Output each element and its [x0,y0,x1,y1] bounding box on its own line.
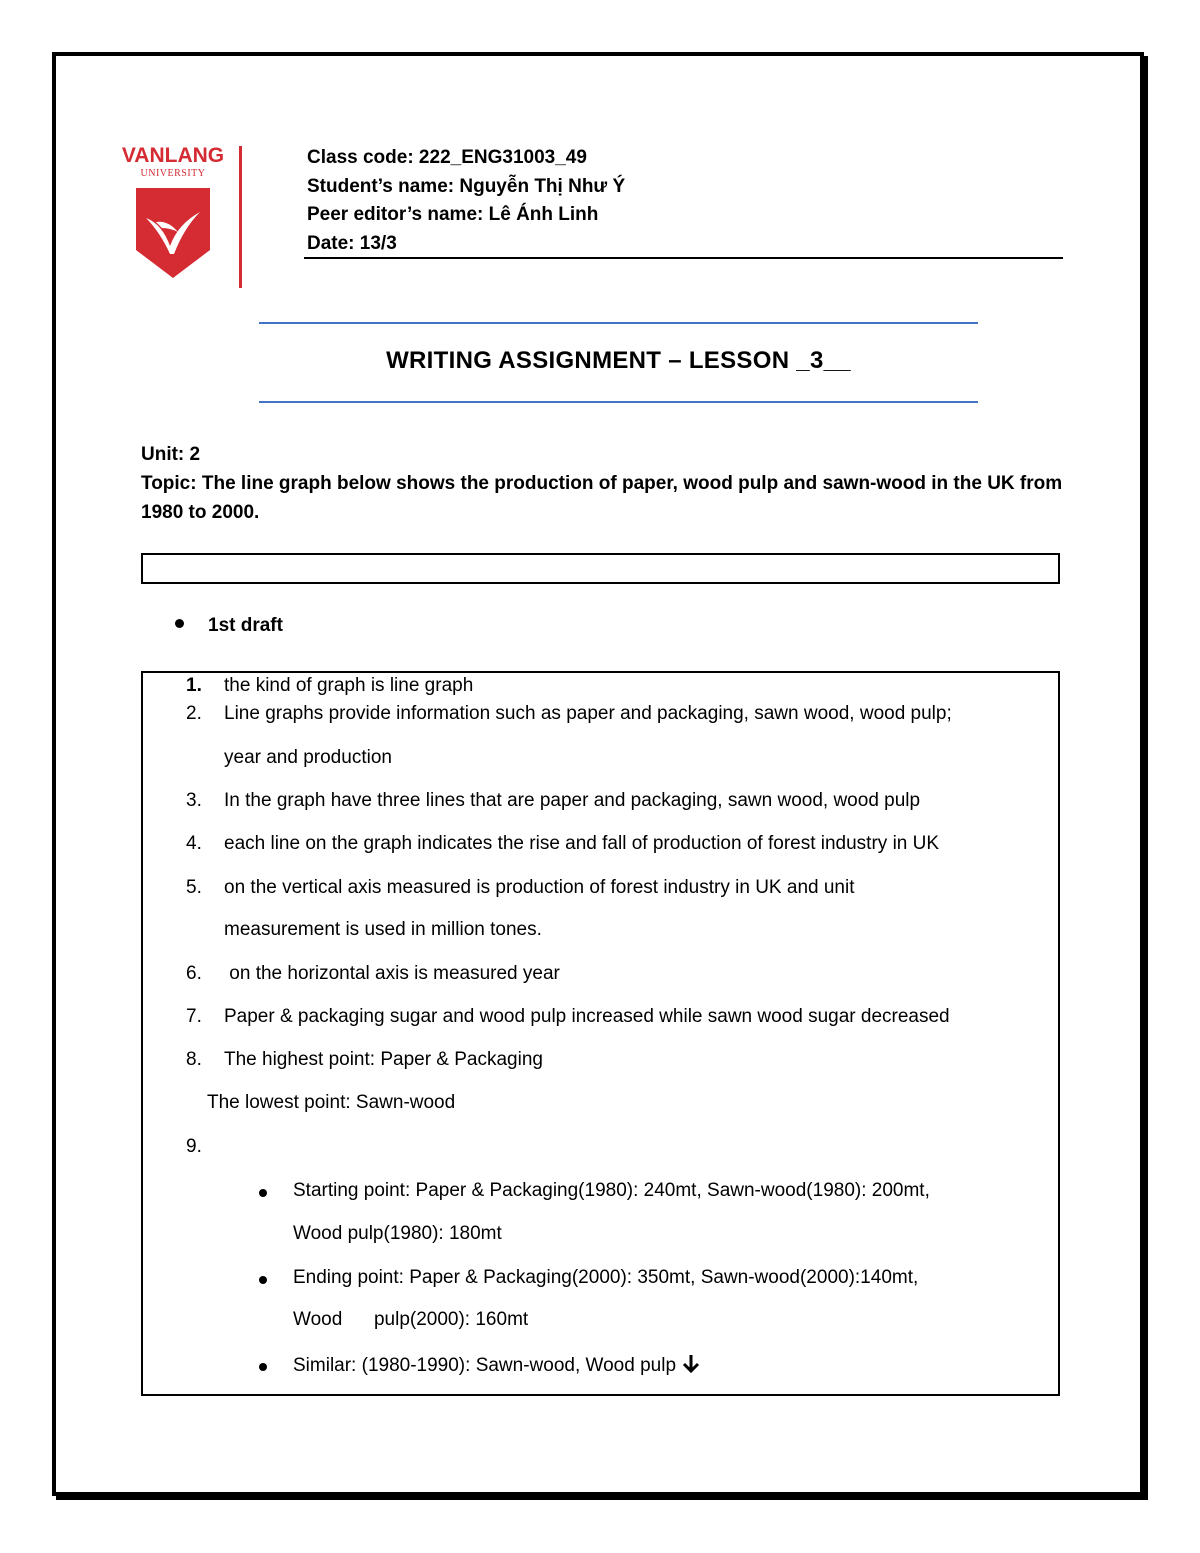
title-rule-bottom [259,401,978,403]
bullet-icon [259,1189,267,1197]
item-text: year and production [224,747,392,768]
draft-heading [175,615,283,637]
title-rule-top [259,322,978,324]
assignment-title: WRITING ASSIGNMENT – LESSON _3__ [386,347,851,374]
topic-text: Topic: The line graph below shows the production of paper, wood pulp and sawn-wood in the UK from 1980 to 2000. [141,473,1063,523]
unit-label: Unit: 2 [141,444,201,465]
item-text: measurement is used in million tones. [224,919,542,940]
date: Date: 13/3 [307,232,397,254]
item-text: Paper & packaging sugar and wood pulp increased while sawn wood sugar decreased [224,1006,950,1027]
item-number: 1. [186,675,202,696]
bullet-text: Wood pulp(2000): 160mt [293,1309,529,1330]
item-number: 2. [186,703,202,724]
logo-divider [239,146,242,288]
item-text: The highest point: Paper & Packaging [224,1049,543,1070]
logo-subtitle: UNIVERSITY [140,168,206,179]
item-text: on the horizontal axis is measured year [224,963,560,984]
item-number: 9. [186,1136,202,1157]
header-info [307,144,625,258]
item-text: each line on the graph indicates the rise and fall of production of forest industry in UK [224,833,940,854]
university-logo [112,144,237,284]
bullet-text: Ending point: Paper & Packaging(2000): 350mt, Sawn-wood(2000):140mt, [293,1267,919,1288]
bullet-icon [175,619,184,628]
header-divider [304,257,1063,259]
bullet-text: Starting point: Paper & Packaging(1980): 240mt, Sawn-wood(1980): 200mt, [293,1180,930,1201]
peer-editor-name: Peer editor’s name: Lê Ánh Linh [307,204,599,225]
item-text: The lowest point: Sawn-wood [207,1092,456,1113]
item-text: Line graphs provide information such as paper and packaging, sawn wood, wood pulp; [224,703,952,724]
item-number: 7. [186,1006,202,1027]
bullet-text: Similar: (1980-1990): Sawn-wood, Wood pulp [293,1355,677,1376]
class-code: Class code: 222_ENG31003_49 [307,147,587,168]
bullet-text-row [293,1354,700,1377]
item-number: 6. [186,963,202,984]
bullet-icon [259,1363,267,1371]
draft-label: 1st draft [208,615,283,636]
item-text: the kind of graph is line graph [224,675,474,696]
arrow-down-icon [682,1354,700,1374]
shield-emblem-icon [134,184,212,280]
item-number: 3. [186,790,202,811]
item-number: 5. [186,877,202,898]
logo-wordmark: VANLANG [121,144,225,167]
unit-topic [141,440,1071,527]
item-text: In the graph have three lines that are paper and packaging, sawn wood, wood pulp [224,790,921,811]
item-text: on the vertical axis measured is production of forest industry in UK and unit [224,877,855,898]
empty-answer-box [141,553,1060,584]
bullet-icon [259,1276,267,1284]
item-number: 4. [186,833,202,854]
student-name: Student’s name: Nguyễn Thị Như Ý [307,175,626,197]
bullet-text: Wood pulp(1980): 180mt [293,1223,502,1244]
item-number: 8. [186,1049,202,1070]
